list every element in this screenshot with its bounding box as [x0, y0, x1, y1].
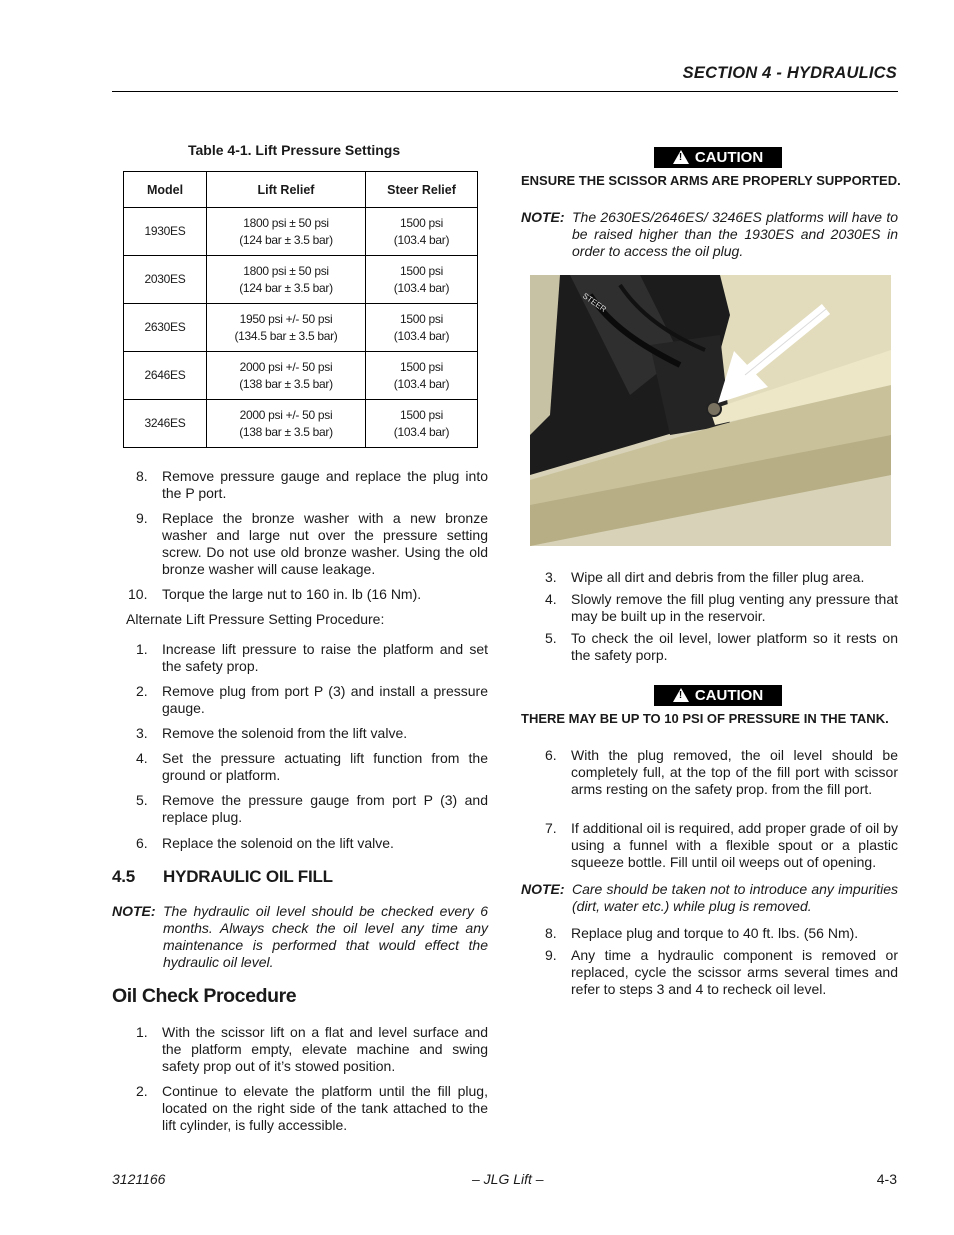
step-number: 5.	[545, 630, 557, 646]
step-number: 1.	[136, 1024, 148, 1040]
table-row	[124, 304, 478, 352]
lift-relief-cell: 1950 psi +/- 50 psi (134.5 bar ± 3.5 bar)	[207, 304, 366, 352]
table-row	[124, 208, 478, 256]
step-text: Replace the solenoid on the lift valve.	[162, 835, 394, 851]
page-number: 4-3	[876, 1171, 897, 1187]
step-text: Remove pressure gauge and replace the plug into the P port.	[162, 468, 488, 501]
note-text: Care should be taken not to introduce any impurities (dirt, water etc.) while plug is removed.	[572, 881, 898, 914]
model-cell: 2030ES	[124, 256, 207, 304]
model-cell: 2630ES	[124, 304, 207, 352]
step-text: Replace the bronze washer with a new bronze washer and large nut over the pressure setting screw. Do not use old bronze washer. Using the old bronze washer will cause leakage.	[162, 510, 488, 577]
steer-relief-cell: 1500 psi (103.4 bar)	[366, 304, 478, 352]
alternate-procedure-heading: Alternate Lift Pressure Setting Procedure:	[126, 611, 385, 627]
section-header-title: SECTION 4 - HYDRAULICS	[682, 64, 897, 82]
step-number: 3.	[545, 569, 557, 585]
lift-pressure-table	[123, 171, 478, 448]
lift-relief-cell: 1800 psi ± 50 psi (124 bar ± 3.5 bar)	[207, 208, 366, 256]
section-title: HYDRAULIC OIL FILL	[163, 867, 333, 886]
step-number: 5.	[136, 792, 148, 808]
step-number: 1.	[136, 641, 148, 657]
step-number: 10.	[128, 586, 148, 602]
caution-label: CAUTION	[694, 687, 764, 704]
step-text: Set the pressure actuating lift function from the ground or platform.	[162, 750, 488, 783]
step-number: 9.	[136, 510, 148, 526]
header-rule	[112, 91, 898, 92]
fill-plug-photo	[530, 275, 891, 546]
step-text: With the scissor lift on a flat and level surface and the platform empty, elevate machine and swing safety prop out of it’s stowed position.	[162, 1024, 488, 1074]
model-cell: 2646ES	[124, 352, 207, 400]
step-text: Remove the solenoid from the lift valve.	[162, 725, 408, 741]
table-caption: Table 4-1. Lift Pressure Settings	[188, 142, 401, 158]
model-cell: 1930ES	[124, 208, 207, 256]
steer-relief-cell: 1500 psi (103.4 bar)	[366, 256, 478, 304]
section-number: 4.5	[112, 867, 136, 886]
step-number: 6.	[545, 747, 557, 763]
step-number: 7.	[545, 820, 557, 836]
step-text: To check the oil level, lower platform so it rests on the safety porp.	[571, 630, 898, 663]
caution-banner	[654, 147, 782, 168]
lift-relief-cell: 2000 psi +/- 50 psi (138 bar ± 3.5 bar)	[207, 352, 366, 400]
step-text: With the plug removed, the oil level should be completely full, at the top of the fill port with scissor arms resting on the safety prop. from the fill port.	[571, 747, 898, 797]
step-number: 4.	[136, 750, 148, 766]
step-text: Wipe all dirt and debris from the filler plug area.	[571, 569, 865, 585]
step-number: 2.	[136, 683, 148, 699]
step-text: Any time a hydraulic component is removed or replaced, cycle the scissor arms several times and refer to steps 3 and 4 to recheck oil level.	[571, 947, 898, 997]
step-number: 9.	[545, 947, 557, 963]
step-number: 4.	[545, 591, 557, 607]
photo-label: STEER	[580, 291, 608, 314]
table-header-model: Model	[124, 172, 207, 208]
step-text: Slowly remove the fill plug venting any pressure that may be built up in the reservoir.	[571, 591, 898, 624]
model-cell: 3246ES	[124, 400, 207, 448]
step-text: If additional oil is required, add proper grade of oil by using a funnel with a flexible spout or a plastic squeeze bottle. Fill until oil weeps out of opening.	[571, 820, 898, 870]
footer-center-text: – JLG Lift –	[472, 1171, 544, 1187]
step-text: Torque the large nut to 160 in. lb (16 Nm).	[162, 586, 422, 602]
step-number: 2.	[136, 1083, 148, 1099]
note-text: The hydraulic oil level should be checked every 6 months. Always check the oil level any time any maintenance is performed that would effect the hydraulic oil level.	[163, 903, 488, 970]
table-header-steer-relief: Steer Relief	[366, 172, 478, 208]
caution-label: CAUTION	[694, 149, 764, 166]
caution-text: THERE MAY BE UP TO 10 PSI OF PRESSURE IN THE TANK.	[521, 711, 889, 726]
table-header-lift-relief: Lift Relief	[207, 172, 366, 208]
note-label: NOTE:	[521, 209, 565, 225]
caution-banner	[654, 685, 782, 706]
note-label: NOTE:	[112, 903, 156, 919]
steer-relief-cell: 1500 psi (103.4 bar)	[366, 400, 478, 448]
table-row	[124, 400, 478, 448]
subsection-title: Oil Check Procedure	[112, 985, 297, 1007]
warning-icon	[673, 150, 689, 164]
steer-relief-cell: 1500 psi (103.4 bar)	[366, 352, 478, 400]
step-text: Replace plug and torque to 40 ft. lbs. (56 Nm).	[571, 925, 859, 941]
warning-icon	[673, 688, 689, 702]
table-row	[124, 256, 478, 304]
step-text: Remove plug from port P (3) and install a pressure gauge.	[162, 683, 488, 716]
section-heading	[112, 867, 333, 887]
note-label: NOTE:	[521, 881, 565, 897]
step-number: 6.	[136, 835, 148, 851]
document-number: 3121166	[112, 1171, 166, 1187]
step-text: Increase lift pressure to raise the platform and set the safety prop.	[162, 641, 488, 674]
step-number: 8.	[545, 925, 557, 941]
note-text: The 2630ES/2646ES/ 3246ES platforms will have to be raised higher than the 1930ES and 2030ES in order to access the oil plug.	[572, 209, 898, 259]
step-number: 8.	[136, 468, 148, 484]
step-text: Remove the pressure gauge from port P (3) and replace plug.	[162, 792, 488, 825]
steer-relief-cell: 1500 psi (103.4 bar)	[366, 208, 478, 256]
caution-text: ENSURE THE SCISSOR ARMS ARE PROPERLY SUPPORTED.	[521, 173, 901, 188]
step-text: Continue to elevate the platform until the fill plug, located on the right side of the tank attached to the lift cylinder, is fully accessible.	[162, 1083, 488, 1133]
lift-relief-cell: 1800 psi ± 50 psi (124 bar ± 3.5 bar)	[207, 256, 366, 304]
step-number: 3.	[136, 725, 148, 741]
lift-relief-cell: 2000 psi +/- 50 psi (138 bar ± 3.5 bar)	[207, 400, 366, 448]
table-row	[124, 352, 478, 400]
